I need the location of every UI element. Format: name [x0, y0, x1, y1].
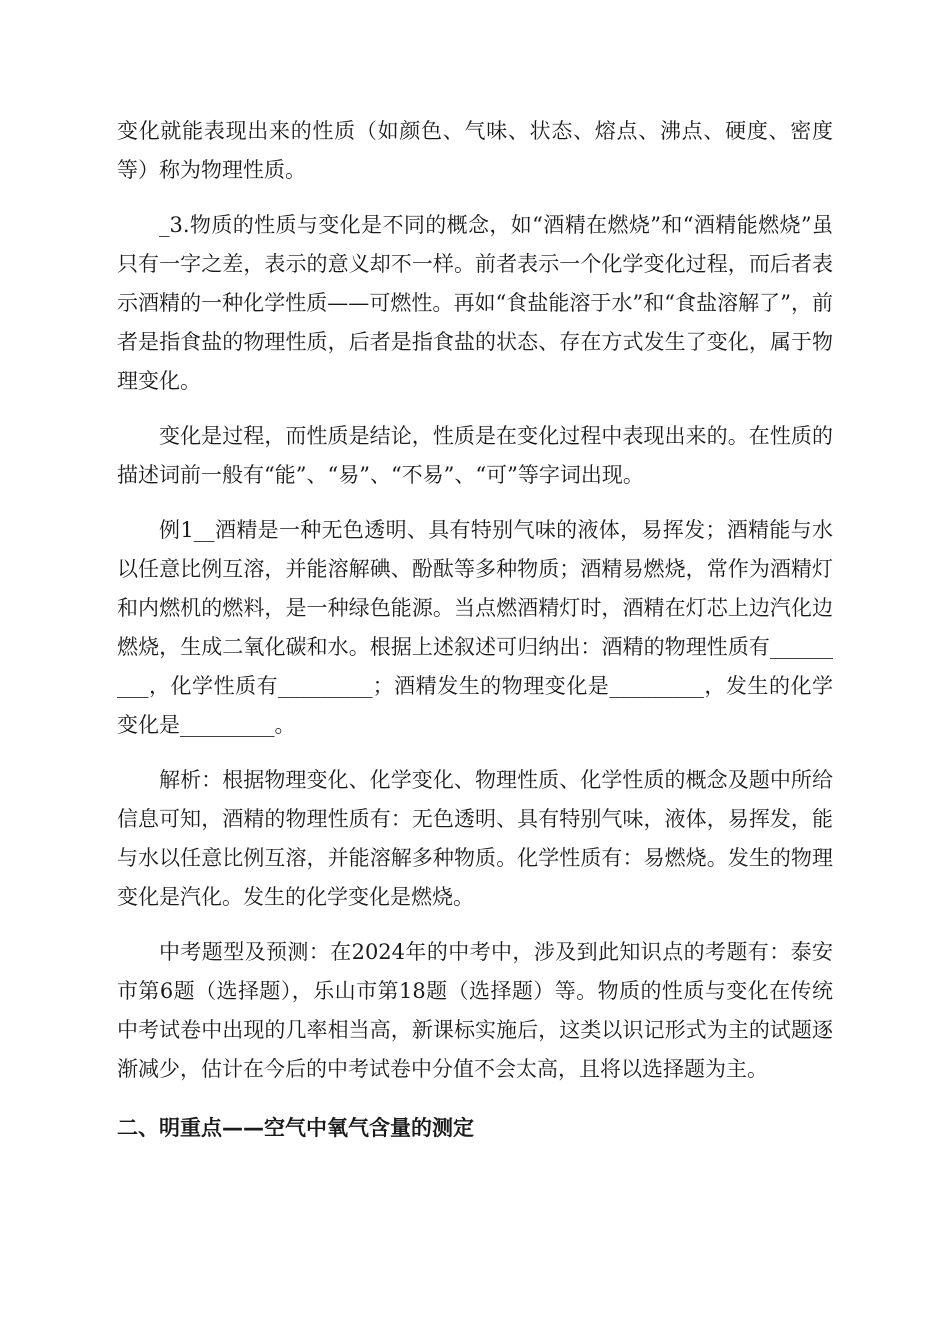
document-page [117, 112, 833, 1148]
paragraph-exam-prediction: 中考题型及预测：在2024年的中考中，涉及到此知识点的考题有：泰安市第6题（选择题），乐山市第18题（选择题）等。物质的性质与变化在传统中考试卷中出现的几率相当高，新课标实施后，这类以识记形式为主的试题逐渐减少，估计在今后的中考试卷中分值不会太高，且将以选择题为主。 [117, 940, 833, 1081]
paragraph-change-is-process: 变化是过程，而性质是结论，性质是在变化过程中表现出来的。在性质的描述词前一般有“能”、“易”、“不易”、“可”等字词出现。 [117, 424, 833, 487]
paragraph-property-vs-change: _3.物质的性质与变化是不同的概念，如“酒精在燃烧”和“酒精能燃烧”虽只有一字之差，表示的意义却不一样。前者表示一个化学变化过程，而后者表示酒精的一种化学性质——可燃性。再如“食盐能溶于水”和“食盐溶解了”，前者是指食盐的物理性质，后者是指食盐的状态、存在方式发生了变化，属于物理变化。 [117, 213, 833, 393]
paragraph-analysis: 解析：根据物理变化、化学变化、物理性质、化学性质的概念及题中所给信息可知，酒精的物理性质有：无色透明、具有特别气味，液体，易挥发，能与水以任意比例互溶，并能溶解多种物质。化学性质有：易燃烧。发生的物理变化是汽化。发生的化学变化是燃烧。 [117, 768, 833, 909]
paragraph-example-1: 例1__酒精是一种无色透明、具有特别气味的液体，易挥发；酒精能与水以任意比例互溶，并能溶解碘、酚酞等多种物质；酒精易燃烧，常作为酒精灯和内燃机的燃料，是一种绿色能源。当点燃酒精灯时，酒精在灯芯上边汽化边燃烧，生成二氧化碳和水。根据上述叙述可归纳出：酒精的物理性质有_________，化学性质有_________；酒精发生的物理变化是_________，发生的化学变化是_________。 [117, 518, 833, 737]
paragraph-physical-property-definition: 变化就能表现出来的性质（如颜色、气味、状态、熔点、沸点、硬度、密度等）称为物理性质。 [117, 119, 833, 182]
section-heading: 二、明重点——空气中氧气含量的测定 [117, 1116, 474, 1140]
